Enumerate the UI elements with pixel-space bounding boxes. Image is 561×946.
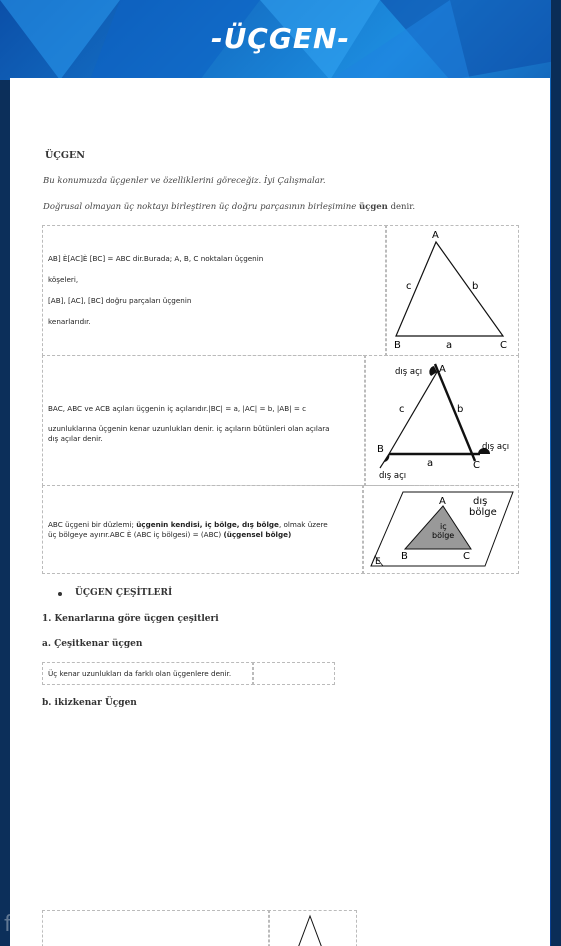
intro-text: Bu konumuzda üçgenler ve özelliklerini göreceğiz. İyi Çalışmalar.: [43, 176, 326, 186]
label-b: b: [472, 281, 479, 292]
outer-region-label: bölge: [469, 507, 497, 518]
exterior-angle-label: dış açı: [379, 471, 407, 481]
label-C: C: [500, 340, 507, 351]
triangle-figure-1: [386, 226, 516, 353]
scalene-figure-cell: [252, 662, 335, 685]
page-heading: ÜÇGEN: [45, 150, 85, 161]
exterior-angle-label: dış açı: [395, 367, 423, 377]
label-B: B: [377, 444, 384, 455]
row-1-text: [48, 254, 378, 327]
by-sides-heading: 1. Kenarlarına göre üçgen çeşitleri: [42, 614, 219, 624]
row-3-line-1: [48, 520, 360, 530]
row-2-text: [48, 404, 360, 444]
label-A: A: [432, 230, 439, 241]
label-C: C: [463, 551, 470, 562]
banner-title: -ÜÇGEN-: [210, 22, 351, 55]
label-a: a: [427, 458, 434, 469]
row-1-line: [AB], [AC], [BC] doğru parçaları üçgenin: [48, 296, 192, 305]
exterior-angle-label: dış açı: [482, 442, 510, 452]
content-page: [10, 78, 550, 946]
row-3-text-bold: üçgenin kendisi, iç bölge, dış bölge: [136, 520, 279, 529]
banner: [0, 0, 561, 80]
row-3-text-normal: , olmak üzere: [278, 520, 328, 529]
row-1-line: AB] È[AC]È [BC] = ABC dir.Burada; A, B, C noktaları üçgenin: [48, 254, 264, 263]
label-B: B: [394, 340, 401, 351]
triangle-figure-2: [365, 356, 516, 483]
row-1-line: kenarlarıdır.: [48, 317, 91, 326]
scalene-text: Üç kenar uzunlukları da farklı olan üçgenlere denir.: [48, 669, 232, 678]
scalene-heading: a. Çeşitkenar üçgen: [42, 639, 143, 649]
watermark: free for personal use: [4, 912, 233, 937]
triangle-regions-figure: [363, 486, 516, 571]
label-a: a: [446, 340, 453, 351]
bullet-dot: [58, 592, 62, 596]
types-heading: ÜÇGEN ÇEŞİTLERİ: [75, 588, 173, 598]
isosceles-triangle-figure: [292, 914, 332, 946]
label-A: A: [439, 496, 446, 507]
label-C: C: [473, 460, 480, 471]
definition-prefix: Doğrusal olmayan üç noktayı birleştiren üç doğru parçasının birleşimine: [43, 202, 357, 212]
inner-region-label: bölge: [432, 531, 455, 540]
row-2-line: dış açılar denir.: [48, 434, 103, 443]
definition-bold: üçgen: [358, 202, 388, 212]
row-3-text-normal: ABC üçgeni bir düzlemi;: [48, 520, 134, 529]
row-3-text: [48, 520, 360, 540]
isosceles-heading: b. ikizkenar Üçgen: [42, 698, 137, 708]
inner-region-label: iç: [440, 522, 447, 531]
left-edge: [0, 80, 10, 946]
definition-suffix: denir.: [390, 202, 416, 212]
row-2-line: BAC, ABC ve ACB açıları üçgenin iç açılarıdır.|BC| = a, |AC| = b, |AB| = c: [48, 404, 307, 413]
right-scrollbar[interactable]: [551, 0, 561, 946]
label-b: b: [457, 404, 464, 415]
label-A: A: [439, 364, 446, 375]
label-c: c: [399, 404, 405, 415]
row-3-text-normal: üç bölgeye ayırır.ABC È (ABC iç bölgesi) = (ABC): [48, 530, 222, 539]
outer-region-label: dış: [473, 496, 488, 507]
label-E: E: [375, 557, 381, 567]
row-1-line: köşeleri,: [48, 275, 79, 284]
row-3-text-bold: (üçgensel bölge): [223, 530, 292, 539]
row-3-line-2: [48, 530, 360, 540]
label-B: B: [401, 551, 408, 562]
row-2-line: uzunluklarına üçgenin kenar uzunlukları denir. iç açıların bütünleri olan açılara: [48, 424, 330, 433]
definition-text: [43, 202, 415, 212]
label-c: c: [406, 281, 412, 292]
